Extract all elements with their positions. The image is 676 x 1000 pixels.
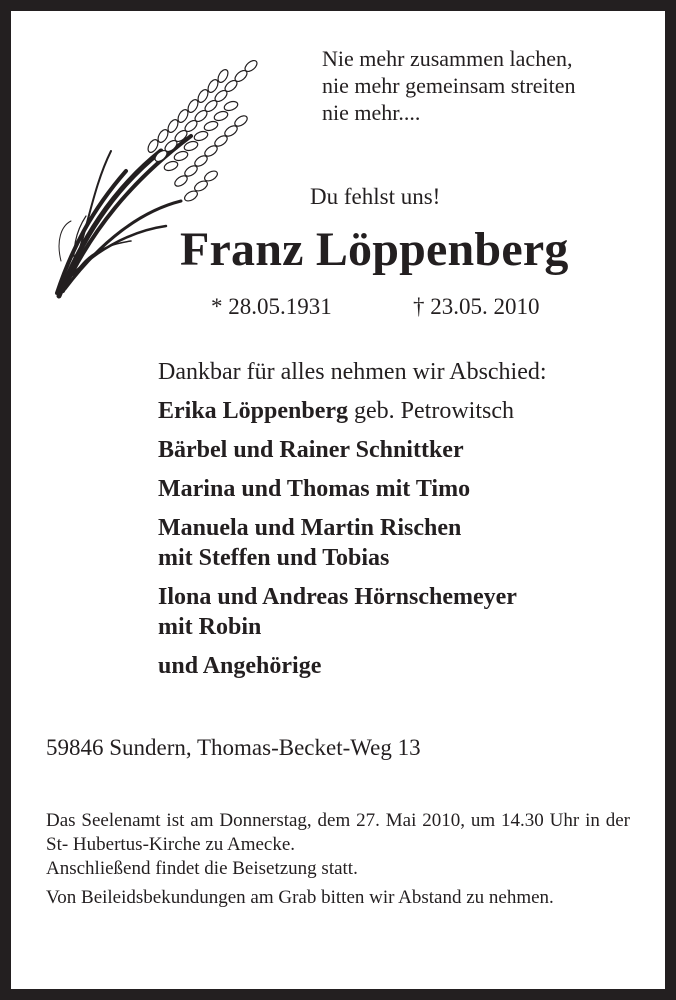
verse-line: nie mehr.... bbox=[322, 100, 421, 125]
family-entry bbox=[158, 396, 547, 426]
service-note bbox=[46, 809, 630, 881]
missing-text: Du fehlst uns! bbox=[310, 184, 441, 209]
family-entry bbox=[158, 651, 547, 681]
deceased-name: Franz Löppenberg bbox=[180, 223, 569, 276]
family-entry-line2: mit Steffen und Tobias bbox=[158, 545, 390, 571]
address: 59846 Sundern, Thomas-Becket-Weg 13 bbox=[46, 735, 421, 760]
family-entry bbox=[158, 435, 547, 465]
family-list bbox=[158, 357, 547, 690]
notes bbox=[46, 809, 630, 915]
verse-line: nie mehr gemeinsam streiten bbox=[322, 73, 576, 98]
family-entry-name: und Angehörige bbox=[158, 653, 322, 679]
family-entry-name: Marina und Thomas mit Timo bbox=[158, 476, 471, 502]
family-entry bbox=[158, 474, 547, 504]
condolences-note: Von Beileidsbekundungen am Grab bitten wir Abstand zu nehmen. bbox=[46, 887, 554, 908]
service-note-text: Das Seelenamt ist am Donnerstag, dem 27. Mai 2010, um 14.30 Uhr in der St- Hubertus-Kirche zu Amecke. bbox=[46, 810, 630, 855]
family-entry-name: Ilona und Andreas Hörnschemeyer bbox=[158, 584, 517, 610]
family-entry bbox=[158, 582, 547, 642]
family-entry-name: Bärbel und Rainer Schnittker bbox=[158, 437, 464, 463]
verse-line: Nie mehr zusammen lachen, bbox=[322, 46, 573, 71]
family-entry-name: Manuela und Martin Rischen bbox=[158, 515, 462, 541]
obituary-card bbox=[11, 11, 665, 989]
family-intro: Dankbar für alles nehmen wir Abschied: bbox=[158, 359, 547, 385]
burial-note-text: Anschließend findet die Beisetzung statt. bbox=[46, 858, 358, 879]
death-date: † 23.05. 2010 bbox=[413, 294, 540, 319]
family-entry-suffix: geb. Petrowitsch bbox=[348, 398, 515, 424]
family-entry-line2: mit Robin bbox=[158, 614, 262, 640]
verse bbox=[322, 45, 576, 126]
birth-date: * 28.05.1931 bbox=[211, 294, 332, 319]
family-entry bbox=[158, 513, 547, 573]
family-entry-name: Erika Löppenberg bbox=[158, 398, 349, 424]
